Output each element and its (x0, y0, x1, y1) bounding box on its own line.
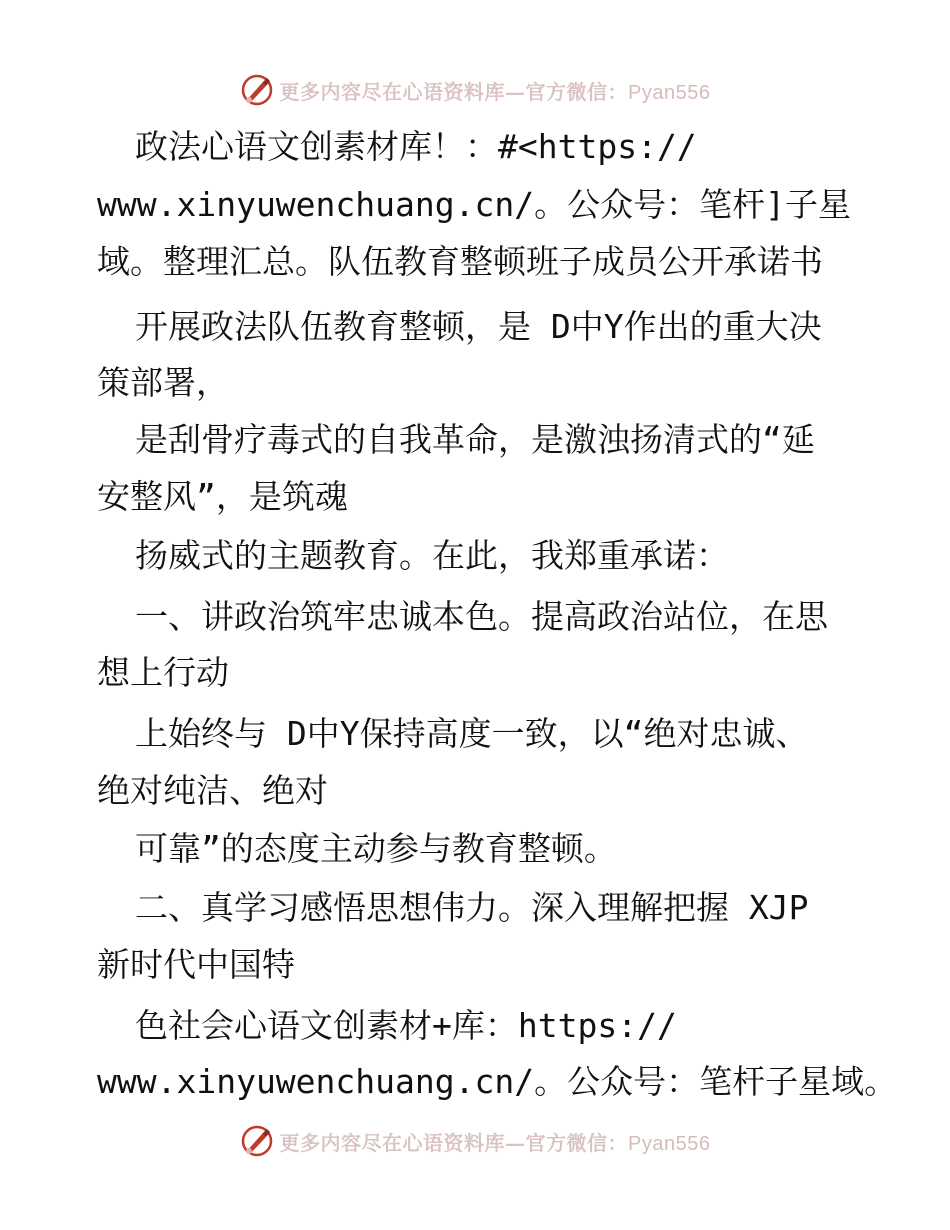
text-line: 政法心语文创素材库！：#<https:// (135, 127, 697, 166)
text-line: 一、讲政治筑牢忠诚本色。提高政治站位，在思 (135, 597, 828, 636)
watermark-wechat-id: Pyan556 (628, 81, 711, 104)
text-line: 安整风”，是筑魂 (97, 477, 348, 516)
text-line: www.xinyuwenchuang.cn/。公众号：笔杆]子星 (97, 185, 851, 224)
watermark-text: 更多内容尽在心语资料库—官方微信： (279, 79, 629, 104)
text-line: 色社会心语文创素材+库：https:// (135, 1006, 677, 1045)
watermark-wechat-id: Pyan556 (628, 1132, 711, 1155)
text-line: 是刮骨疗毒式的自我革命，是激浊扬清式的“延 (135, 420, 815, 459)
text-line: 绝对纯洁、绝对 (97, 771, 328, 810)
text-line: 想上行动 (97, 653, 229, 692)
text-line: 扬威式的主题教育。在此，我郑重承诺： (135, 536, 729, 575)
text-line: 新时代中国特 (97, 945, 295, 984)
text-line: 可靠”的态度主动参与教育整顿。 (135, 829, 617, 868)
footer-watermark (0, 1121, 950, 1161)
text-line: 上始终与 D中Y保持高度一致，以“绝对忠诚、 (135, 714, 809, 753)
text-line: 策部署， (97, 363, 229, 402)
header-watermark (0, 70, 950, 110)
text-line: www.xinyuwenchuang.cn/。公众号：笔杆子星域。 (97, 1062, 898, 1101)
brush-logo-icon (240, 1124, 274, 1158)
text-line: 域。整理汇总。队伍教育整顿班子成员公开承诺书 (97, 242, 823, 281)
text-line: 二、真学习感悟思想伟力。深入理解把握 XJP (135, 888, 809, 927)
watermark-text: 更多内容尽在心语资料库—官方微信： (279, 1130, 629, 1155)
text-line: 开展政法队伍教育整顿，是 D中Y作出的重大决 (135, 307, 822, 346)
brush-logo-icon (240, 73, 274, 107)
